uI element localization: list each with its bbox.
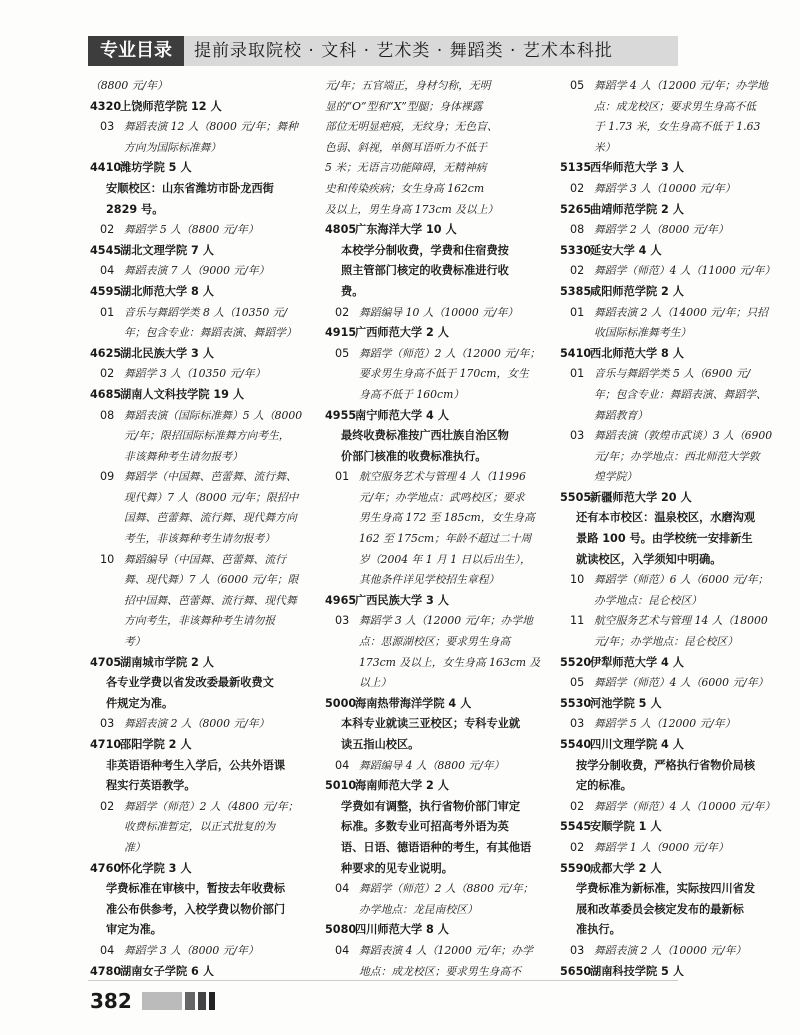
major-code: 05 (570, 676, 585, 690)
school-heading (560, 653, 780, 674)
major-item (90, 364, 310, 385)
major-text-continued: 考） (124, 635, 146, 649)
major-text: 舞蹈表演（国际标准舞）5 人（8000 (124, 408, 303, 422)
school-note: 各专业学费以省发改委最新收费文 (106, 676, 274, 690)
major-code: 08 (570, 223, 585, 237)
major-text: 舞蹈表演（敦煌市武谈）3 人（6900 (594, 429, 773, 443)
major-text-continued: 于 1.73 米，女生身高不低于 1.63 (594, 120, 761, 134)
major-item (560, 797, 780, 818)
school-heading (325, 323, 545, 344)
school-note: 种要求的见专业说明。 (341, 861, 453, 875)
footer-bar (185, 992, 195, 1010)
school-heading (90, 241, 310, 262)
major-text-continued: 史和传染疾病；女生身高 162cm (325, 181, 485, 195)
major-text: 舞蹈学 1 人（9000 元/年） (594, 840, 729, 854)
major-item (325, 303, 545, 324)
major-text-continued: 要求男生身高不低于 170cm，女生 (359, 367, 529, 381)
major-item (560, 303, 780, 324)
major-text-continued: 元/年；限招国际标准舞方向考生， (124, 429, 290, 443)
major-text: 音乐与舞蹈学类 5 人（6900 元/ (594, 367, 751, 381)
major-code: 01 (570, 305, 585, 319)
school-note: 景路 100 号。由学校统一安排新生 (576, 532, 753, 546)
school-note: 照主管部门核定的收费标准进行收 (341, 264, 509, 278)
major-text-continued: 元/年；办学地点：西北师范大学敦 (594, 449, 760, 463)
school-code: 5265 (560, 202, 592, 216)
major-item (560, 426, 780, 447)
column-1 (90, 76, 310, 976)
major-item (325, 756, 545, 777)
school-heading (560, 694, 780, 715)
major-code: 03 (100, 120, 115, 134)
school-code: 5545 (560, 820, 592, 834)
major-text-continued: 舞、现代舞）7 人（6000 元/年；限 (124, 573, 299, 587)
school-note: 审定为准。 (106, 923, 162, 937)
school-heading (90, 282, 310, 303)
major-text: 舞蹈学（师范）2 人（12000 元/年； (359, 346, 541, 360)
major-text-continued: 以上） (359, 676, 392, 690)
major-code: 03 (335, 614, 350, 628)
school-heading (325, 694, 545, 715)
school-code: 4955 (325, 408, 357, 422)
major-code: 02 (100, 799, 115, 813)
school-name: 湖北师范大学 8 人 (120, 284, 214, 298)
school-note: 还有本市校区：温泉校区，水磨沟观 (576, 511, 756, 525)
major-text: 音乐与舞蹈学类 8 人（10350 元/ (124, 305, 288, 319)
school-name: 海南师范大学 2 人 (355, 779, 449, 793)
school-name: 四川师范大学 8 人 (355, 923, 449, 937)
major-code: 01 (100, 305, 115, 319)
major-text-continued: 岁（2004 年 1 月 1 日以后出生）， (359, 552, 531, 566)
major-code: 11 (570, 614, 585, 628)
major-item (560, 261, 780, 282)
school-code: 5080 (325, 923, 357, 937)
school-code: 4965 (325, 593, 357, 607)
major-text-continued: 色弱、斜视，单侧耳语听力不低于 (325, 140, 487, 154)
major-text-continued: 方向为国际标准舞） (124, 140, 222, 154)
school-code: 4625 (90, 346, 122, 360)
school-heading (560, 158, 780, 179)
major-text: 舞蹈表演 4 人（12000 元/年；办学 (359, 943, 533, 957)
major-code: 02 (100, 223, 115, 237)
school-code: 5010 (325, 779, 357, 793)
major-text-continued: 年；包含专业：舞蹈表演、舞蹈学、 (594, 387, 767, 401)
school-name: 咸阳师范学院 2 人 (590, 284, 684, 298)
major-item (560, 714, 780, 735)
school-code: 4595 (90, 284, 122, 298)
school-name: 南宁师范大学 4 人 (355, 408, 449, 422)
major-text-continued: 年；包含专业：舞蹈表演、舞蹈学） (124, 326, 297, 340)
school-name: 新疆师范大学 20 人 (590, 490, 692, 504)
school-name: 成都大学 2 人 (590, 861, 662, 875)
major-text: 舞蹈表演 2 人（10000 元/年） (594, 943, 747, 957)
major-item (90, 797, 310, 818)
school-name: 四川文理学院 4 人 (590, 738, 684, 751)
school-note: 价部门核准的收费标准执行。 (341, 449, 487, 463)
school-code: 4915 (325, 326, 357, 340)
major-text-continued: 办学地点：昆仑校区） (594, 593, 702, 607)
major-item (90, 941, 310, 962)
major-text: 舞蹈学（师范）2 人（4800 元/年； (124, 799, 299, 813)
school-code: 5135 (560, 161, 592, 175)
major-text-continued: 元/年；五官端正，身材匀称，无明 (325, 79, 491, 92)
major-item (90, 406, 310, 427)
school-heading (560, 241, 780, 262)
school-name: 河池学院 5 人 (590, 696, 662, 710)
major-text: 舞蹈学（师范）4 人（10000 元/年） (594, 799, 776, 813)
major-text-continued: 地点：成龙校区；要求男生身高不 (359, 964, 521, 976)
major-code: 03 (570, 429, 585, 443)
section-subtitle: 提前录取院校 · 文科 · 艺术类 · 舞蹈类 · 艺术本科批 (184, 36, 678, 66)
section-tag: 专业目录 (88, 36, 184, 66)
footer-decoration (142, 992, 215, 1010)
major-code: 02 (570, 181, 585, 195)
school-heading (90, 344, 310, 365)
school-code: 4545 (90, 243, 122, 257)
major-code: 04 (335, 943, 350, 957)
school-heading (560, 859, 780, 880)
school-note: 展和改革委员会核定发布的最新标 (576, 902, 744, 916)
major-text-continued: 162 至 175cm；年龄不超过二十周 (359, 532, 532, 546)
major-item (90, 220, 310, 241)
major-code: 02 (570, 840, 585, 854)
major-text-continued: 5 米；无语言功能障碍，无精神病 (325, 161, 487, 175)
school-note: 2829 号。 (106, 202, 164, 216)
school-note: 非英语语种考生入学后，公共外语课 (106, 758, 286, 772)
school-note: 定的标准。 (576, 779, 632, 793)
column-2 (325, 76, 545, 976)
school-heading (90, 735, 310, 756)
major-text-continued: 国舞、芭蕾舞、流行舞、现代舞方向 (124, 511, 297, 525)
school-heading (90, 859, 310, 880)
major-item (560, 76, 780, 97)
major-item (560, 570, 780, 591)
major-code: 04 (335, 758, 350, 772)
school-heading (90, 158, 310, 179)
school-note: 本科专业就读三亚校区；专科专业就 (341, 717, 521, 731)
school-name: 湖南城市学院 2 人 (120, 655, 214, 669)
major-text: 舞蹈学 3 人（10000 元/年） (594, 181, 736, 195)
school-heading (90, 653, 310, 674)
major-text-continued: 其他条件详见学校招生章程） (359, 573, 500, 587)
major-text: 舞蹈表演 12 人（8000 元/年；舞种 (124, 120, 298, 134)
major-code: 04 (335, 882, 350, 896)
major-text-continued: 舞蹈教育） (594, 408, 648, 422)
major-item (325, 941, 545, 962)
major-text: 舞蹈学（师范）4 人（11000 元/年） (594, 264, 776, 278)
school-name: 上饶师范学院 12 人 (120, 99, 222, 113)
school-name: 延安大学 4 人 (590, 243, 662, 257)
footer-divider (88, 980, 678, 981)
major-text: 舞蹈学（师范）4 人（6000 元/年） (594, 676, 769, 690)
school-note: 准执行。 (576, 923, 621, 937)
school-note: 标准。多数专业可招高考外语为英 (341, 820, 509, 834)
school-name: 湖南女子学院 6 人 (120, 964, 214, 976)
major-text: 舞蹈学（师范）6 人（6000 元/年； (594, 573, 769, 587)
school-name: 怀化学院 3 人 (120, 861, 192, 875)
school-note: 读五指山校区。 (341, 738, 420, 751)
major-code: 05 (335, 346, 350, 360)
school-code: 4760 (90, 861, 122, 875)
school-note: 按学分制收费，严格执行省物价局核 (576, 758, 756, 772)
major-text: 舞蹈编导 4 人（8800 元/年） (359, 758, 505, 772)
major-text-continued: 煌学院） (594, 470, 638, 484)
major-code: 04 (100, 943, 115, 957)
school-code: 4705 (90, 655, 122, 669)
major-text-continued: 办学地点：龙昆南校区） (359, 902, 478, 916)
major-code: 02 (570, 264, 585, 278)
school-code: 4320 (90, 99, 122, 113)
school-heading (560, 282, 780, 303)
major-code: 02 (570, 799, 585, 813)
school-heading (90, 97, 310, 118)
major-code: 03 (570, 717, 585, 731)
school-note: 费。 (341, 284, 364, 298)
major-item (325, 611, 545, 632)
major-text: 舞蹈编导 10 人（10000 元/年） (359, 305, 519, 319)
major-item (90, 550, 310, 571)
major-item (560, 838, 780, 859)
footer-bar (198, 992, 206, 1010)
major-text-continued: 考生，非该舞种考生请勿报考） (124, 532, 276, 546)
school-note: 安顺校区：山东省潍坊市卧龙西街 (106, 181, 274, 195)
school-note: 准公布供参考，入校学费以物价部门 (106, 902, 286, 916)
major-code: 10 (570, 573, 585, 587)
school-name: 安顺学院 1 人 (590, 820, 662, 834)
school-heading (325, 920, 545, 941)
major-text-continued: 现代舞）7 人（8000 元/年；限招中 (124, 490, 299, 504)
school-heading (560, 344, 780, 365)
footer-bar (142, 992, 182, 1010)
major-item (560, 220, 780, 241)
column-3 (560, 76, 780, 976)
school-heading (560, 962, 780, 976)
major-code: 02 (335, 305, 350, 319)
major-item (90, 117, 310, 138)
school-heading (325, 591, 545, 612)
major-text: 舞蹈学（中国舞、芭蕾舞、流行舞、 (124, 470, 297, 484)
major-text-continued: 收国际标准舞考生） (594, 326, 692, 340)
major-text-continued: 元/年；办学地点：武鸣校区；要求 (359, 490, 525, 504)
footer-bar (209, 992, 215, 1010)
major-text-continued: 米） (594, 140, 616, 154)
school-code: 4685 (90, 387, 122, 401)
school-name: 湖南人文科技学院 19 人 (120, 387, 245, 401)
major-text-continued: 显的“O”型和“X”型腿；身体裸露 (325, 99, 483, 113)
major-code: 03 (570, 943, 585, 957)
major-text: 舞蹈学 3 人（12000 元/年；办学地 (359, 614, 533, 628)
major-text-continued: 173cm 及以上，女生身高 163cm 及 (359, 655, 541, 669)
school-name: 湖北文理学院 7 人 (120, 243, 214, 257)
school-name: 广东海洋大学 10 人 (355, 223, 457, 237)
school-name: 广西师范大学 2 人 (355, 326, 449, 340)
school-note: 件规定为准。 (106, 696, 174, 710)
major-text-continued: 非该舞种考生请勿报考） (124, 449, 243, 463)
major-code: 01 (335, 470, 350, 484)
major-text-continued: 部位无明显疤痕，无纹身；无色盲、 (325, 120, 498, 134)
major-code: 03 (100, 717, 115, 731)
school-note: 学费标准为新标准，实际按四川省发 (576, 882, 756, 896)
major-text: 舞蹈表演 7 人（9000 元/年） (124, 264, 270, 278)
section-header (88, 36, 678, 66)
school-note: 学费标准在审核中，暂按去年收费标 (106, 882, 286, 896)
major-item (325, 879, 545, 900)
major-item (560, 179, 780, 200)
major-code: 09 (100, 470, 115, 484)
school-note: 就读校区，入学须知中明确。 (576, 552, 722, 566)
school-code: 4410 (90, 161, 122, 175)
major-text: 航空服务艺术与管理 4 人（11996 (359, 470, 526, 484)
school-note: 学费如有调整，执行省物价部门审定 (341, 799, 521, 813)
major-text: 舞蹈学 3 人（10350 元/年） (124, 367, 266, 381)
school-code: 4710 (90, 738, 122, 751)
school-name: 湖南科技学院 5 人 (590, 964, 684, 976)
major-text-continued: 身高不低于 160cm） (359, 387, 465, 401)
school-code: 4780 (90, 964, 122, 976)
school-heading (560, 488, 780, 509)
major-item (560, 673, 780, 694)
school-heading (90, 962, 310, 976)
school-heading (560, 200, 780, 221)
content-columns (90, 76, 780, 976)
major-text-continued: 收费标准暂定，以正式批复的为 (124, 820, 276, 834)
school-note: 本校学分制收费，学费和住宿费按 (341, 243, 509, 257)
page-number: 382 (90, 989, 132, 1013)
school-code: 5540 (560, 738, 592, 751)
major-item (560, 364, 780, 385)
school-heading (90, 385, 310, 406)
major-text-continued: 方向考生，非该舞种考生请勿报 (124, 614, 276, 628)
school-heading (560, 735, 780, 756)
major-text-continued: 点：思源湖校区；要求男生身高 (359, 635, 511, 649)
major-code: 01 (570, 367, 585, 381)
major-code: 02 (100, 367, 115, 381)
page-footer (90, 988, 215, 1014)
major-item (90, 714, 310, 735)
major-code: 05 (570, 79, 585, 92)
major-text: 舞蹈学（师范）2 人（8800 元/年； (359, 882, 534, 896)
school-name: 曲靖师范学院 2 人 (590, 202, 684, 216)
school-code: 4805 (325, 223, 357, 237)
major-code: 04 (100, 264, 115, 278)
major-item (90, 261, 310, 282)
school-code: 5000 (325, 696, 357, 710)
school-code: 5520 (560, 655, 592, 669)
school-code: 5530 (560, 696, 592, 710)
major-text-continued: 点：成龙校区；要求男生身高不低 (594, 99, 756, 113)
major-item (560, 611, 780, 632)
major-item (90, 303, 310, 324)
school-code: 5410 (560, 346, 592, 360)
school-code: 5650 (560, 964, 592, 976)
school-note: 语、日语、德语语种的考生，有其他语 (341, 840, 532, 854)
major-text: 舞蹈学 4 人（12000 元/年；办学地 (594, 79, 768, 92)
major-item (325, 344, 545, 365)
school-name: 邵阳学院 2 人 (120, 738, 192, 751)
major-text: 舞蹈学 5 人（12000 元/年） (594, 717, 736, 731)
school-name: 海南热带海洋学院 4 人 (355, 696, 472, 710)
school-heading (325, 776, 545, 797)
school-code: 5330 (560, 243, 592, 257)
school-name: 伊犁师范大学 4 人 (590, 655, 684, 669)
major-text: 舞蹈编导（中国舞、芭蕾舞、流行 (124, 552, 286, 566)
major-item (325, 467, 545, 488)
school-heading (325, 406, 545, 427)
major-text: 舞蹈表演 2 人（14000 元/年；只招 (594, 305, 768, 319)
school-name: 西华师范大学 3 人 (590, 161, 684, 175)
major-text-continued: 元/年；办学地点：昆仑校区） (594, 635, 738, 649)
major-text-continued: 及以上，男生身高 173cm 及以上） (325, 202, 499, 216)
school-heading (325, 220, 545, 241)
school-name: 广西民族大学 3 人 (355, 593, 449, 607)
school-name: 西北师范大学 8 人 (590, 346, 684, 360)
major-text: 舞蹈学 2 人（8000 元/年） (594, 223, 729, 237)
major-text-continued: 准） (124, 840, 146, 854)
school-name: 潍坊学院 5 人 (120, 161, 192, 175)
major-code: 08 (100, 408, 115, 422)
school-code: 5505 (560, 490, 592, 504)
major-text: 舞蹈学 5 人（8800 元/年） (124, 223, 259, 237)
major-item (560, 941, 780, 962)
major-text-continued: 男生身高 172 至 185cm，女生身高 (359, 511, 535, 525)
school-code: 5385 (560, 284, 592, 298)
school-code: 5590 (560, 861, 592, 875)
school-note: 程实行英语教学。 (106, 779, 196, 793)
major-text-continued: （8800 元/年） (90, 79, 168, 92)
major-text: 舞蹈表演 2 人（8000 元/年） (124, 717, 270, 731)
major-text: 舞蹈学 3 人（8000 元/年） (124, 943, 259, 957)
major-code: 10 (100, 552, 115, 566)
school-name: 湖北民族大学 3 人 (120, 346, 214, 360)
major-text-continued: 招中国舞、芭蕾舞、流行舞、现代舞 (124, 593, 297, 607)
school-note: 最终收费标准按广西壮族自治区物 (341, 429, 509, 443)
major-item (90, 467, 310, 488)
major-text: 航空服务艺术与管理 14 人（18000 (594, 614, 768, 628)
school-heading (560, 817, 780, 838)
